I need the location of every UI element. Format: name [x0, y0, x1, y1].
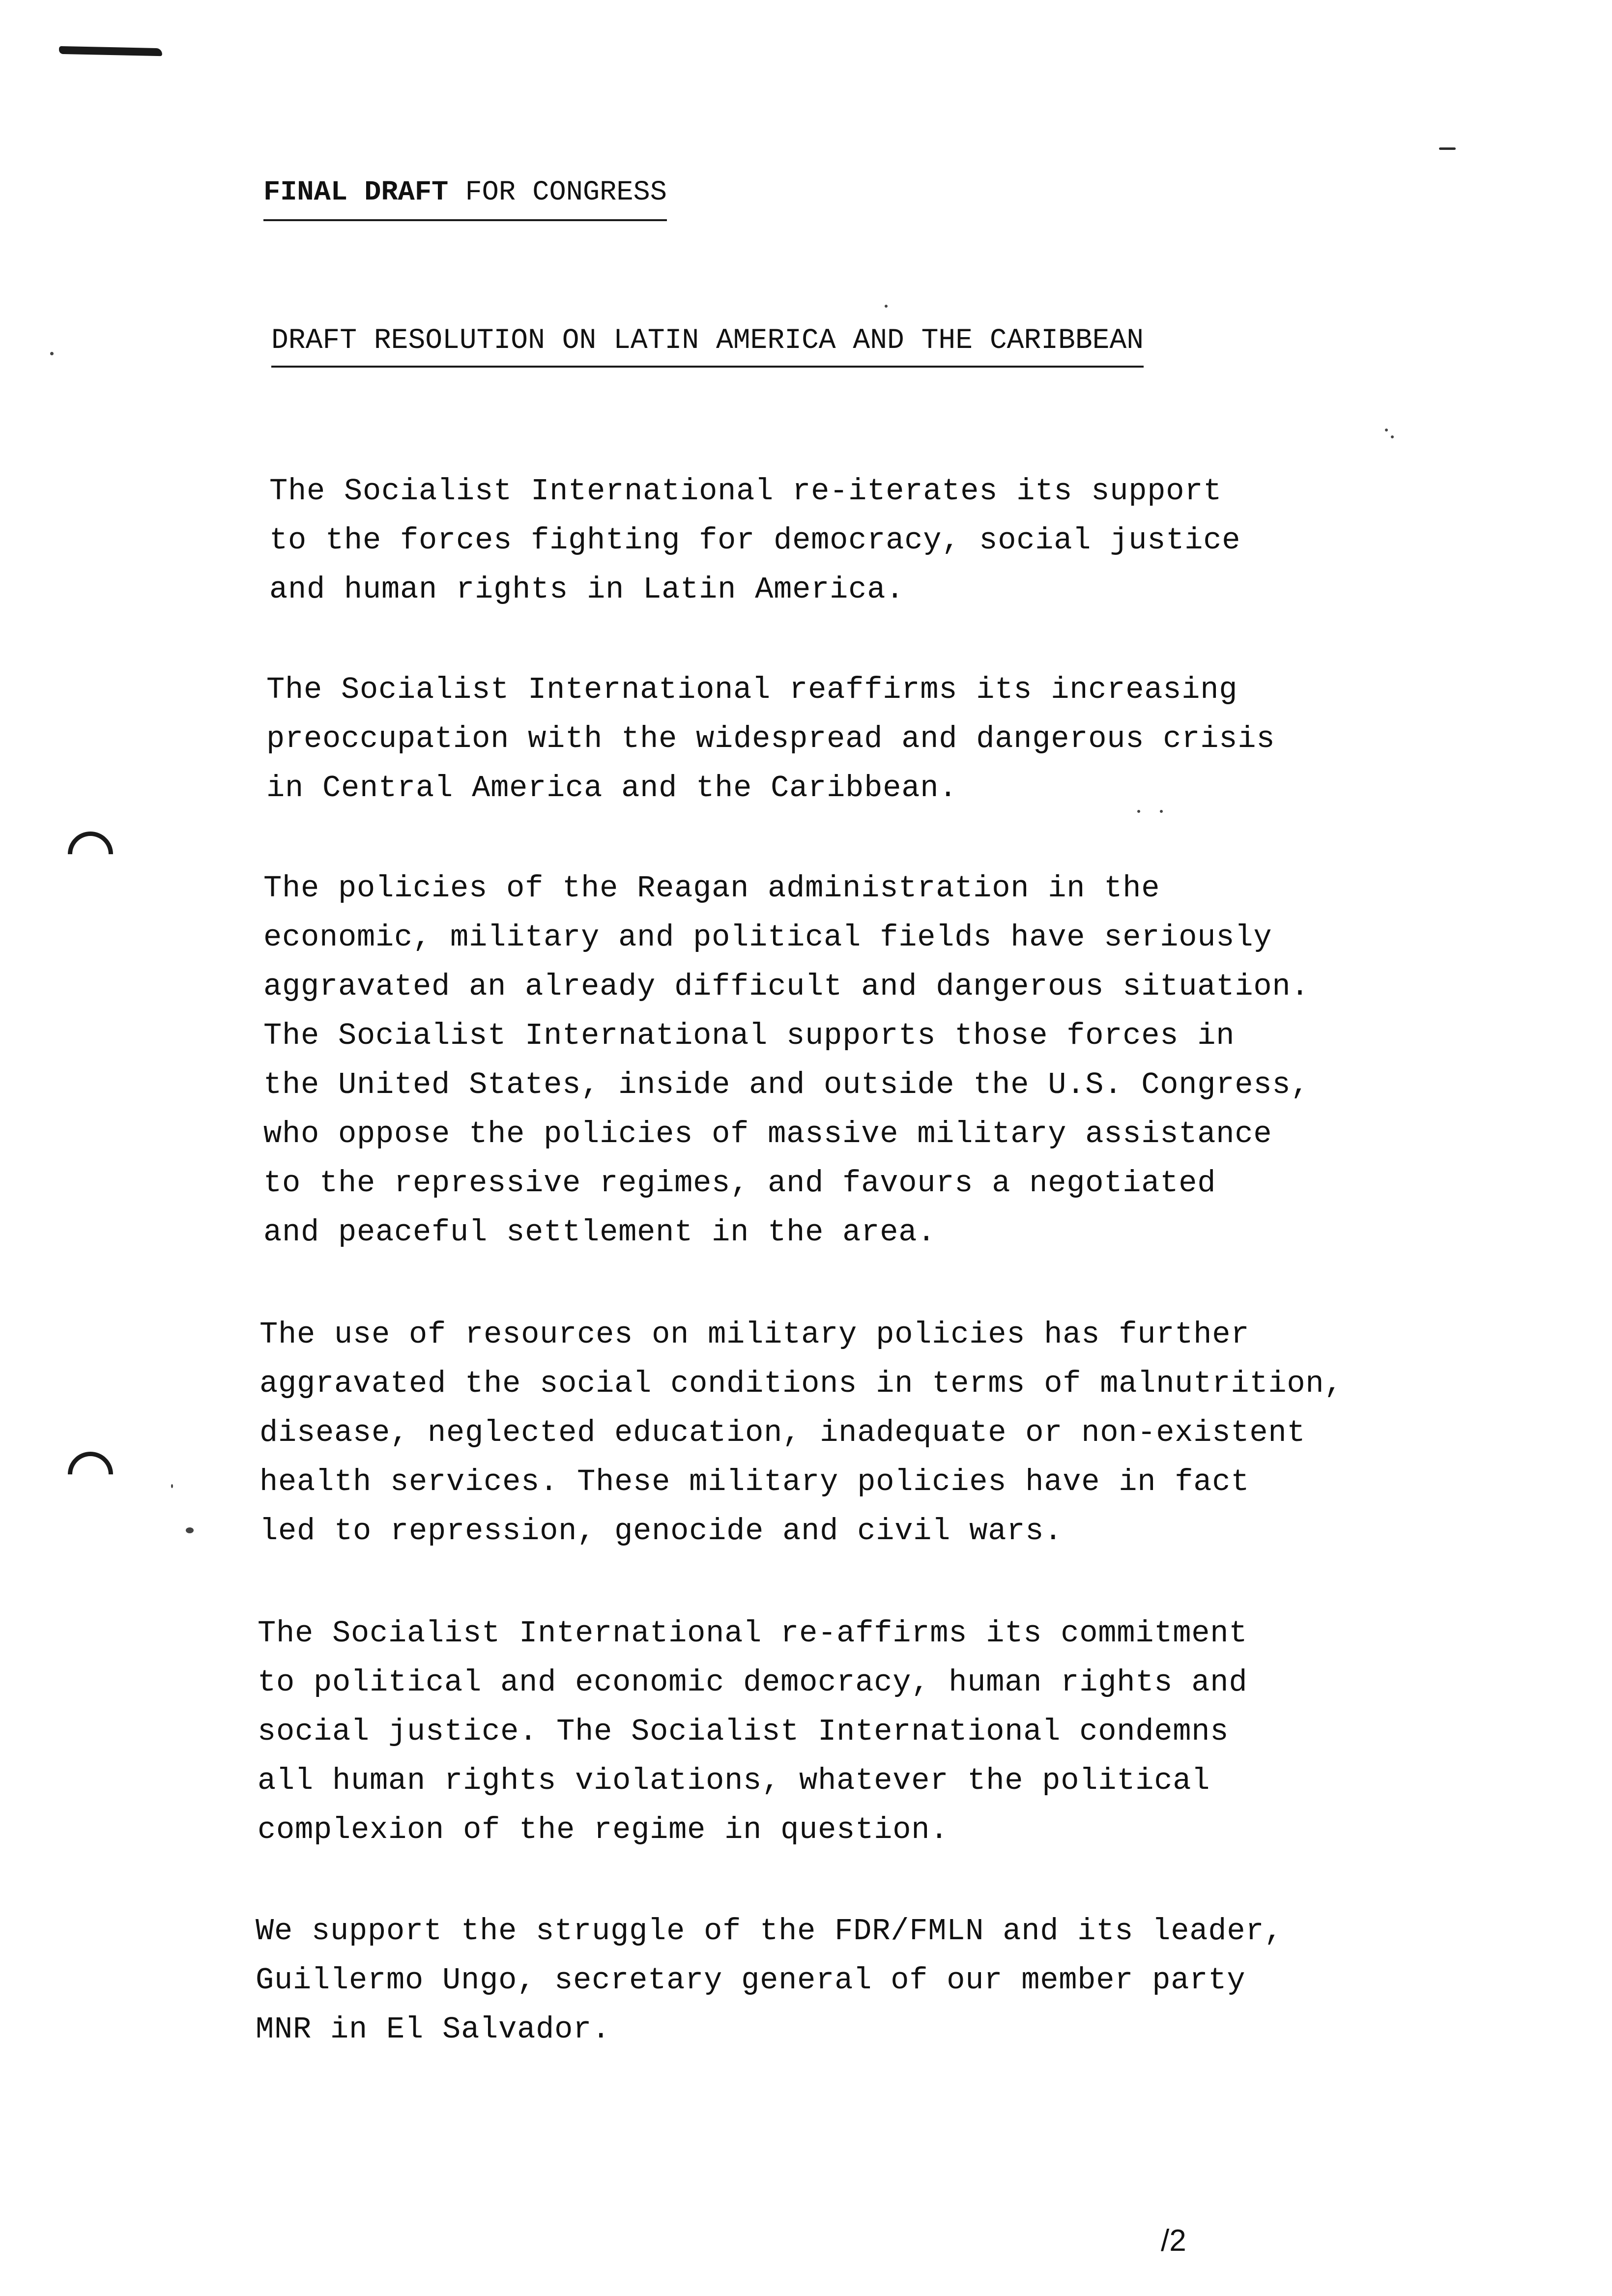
scan-speck	[1385, 429, 1388, 431]
paragraph-line: MNR in El Salvador.	[256, 2012, 611, 2047]
paragraph	[258, 1609, 1457, 1855]
scan-speck	[885, 305, 888, 308]
header-regular-text: FOR CONGRESS	[448, 177, 667, 208]
paragraph-line: disease, neglected education, inadequate or non-existent	[259, 1415, 1306, 1450]
paragraph-line: aggravated an already difficult and dangerous situation.	[263, 969, 1310, 1004]
paragraph-line: complexion of the regime in question.	[258, 1812, 949, 1847]
scan-speck	[1391, 435, 1394, 438]
paragraph-line: in Central America and the Caribbean.	[266, 771, 958, 805]
document-header	[263, 173, 667, 221]
scan-speck	[186, 1527, 194, 1533]
punch-hole-mark	[58, 1442, 122, 1506]
page-number: /2	[1161, 2224, 1186, 2258]
scan-speck	[50, 352, 54, 355]
paragraph-line: The Socialist International supports those forces in	[263, 1018, 1235, 1053]
paragraph-line: The policies of the Reagan administration in the	[263, 871, 1160, 906]
paragraph-line: health services. These military policies have in fact	[259, 1464, 1250, 1499]
paragraph-line: who oppose the policies of massive military assistance	[263, 1117, 1272, 1151]
paragraph-line: The Socialist International re-iterates its support	[269, 474, 1222, 509]
paragraph-line: and human rights in Latin America.	[269, 572, 905, 607]
scan-speck	[171, 1484, 173, 1488]
paragraph	[266, 665, 1466, 813]
scan-mark	[59, 46, 162, 56]
paragraph-line: The Socialist International re-affirms its commitment	[258, 1616, 1248, 1651]
paragraph-line: economic, military and political fields have seriously	[263, 920, 1272, 955]
paragraph-line: Guillermo Ungo, secretary general of our member party	[256, 1963, 1246, 1998]
document-title: DRAFT RESOLUTION ON LATIN AMERICA AND THE CARIBBEAN	[271, 321, 1144, 368]
paragraph-line: social justice. The Socialist International condemns	[258, 1714, 1229, 1749]
paragraph-line: led to repression, genocide and civil wars.	[259, 1514, 1063, 1549]
punch-hole-mark	[58, 822, 122, 886]
paragraph	[269, 467, 1468, 614]
paragraph-line: aggravated the social conditions in terms of malnutrition,	[259, 1366, 1343, 1401]
paragraph-line: all human rights violations, whatever the political	[258, 1763, 1210, 1798]
scan-mark	[1439, 147, 1456, 150]
paragraph	[256, 1907, 1455, 2054]
paragraph-line: the United States, inside and outside the U.S. Congress,	[263, 1067, 1310, 1102]
paragraph-line: We support the struggle of the FDR/FMLN and its leader,	[256, 1914, 1283, 1949]
paragraph-line: to political and economic democracy, human rights and	[258, 1665, 1248, 1700]
paragraph	[259, 1310, 1459, 1556]
paragraph	[263, 864, 1463, 1257]
paragraph-line: to the forces fighting for democracy, social justice	[269, 523, 1241, 558]
paragraph-line: and peaceful settlement in the area.	[263, 1215, 936, 1250]
header-bold-text: FINAL DRAFT	[263, 177, 449, 208]
paragraph-line: preoccupation with the widespread and dangerous crisis	[266, 721, 1275, 756]
paragraph-line: The use of resources on military policies has further	[259, 1317, 1250, 1352]
paragraph-line: to the repressive regimes, and favours a negotiated	[263, 1166, 1216, 1201]
paragraph-line: The Socialist International reaffirms its increasing	[266, 672, 1238, 707]
